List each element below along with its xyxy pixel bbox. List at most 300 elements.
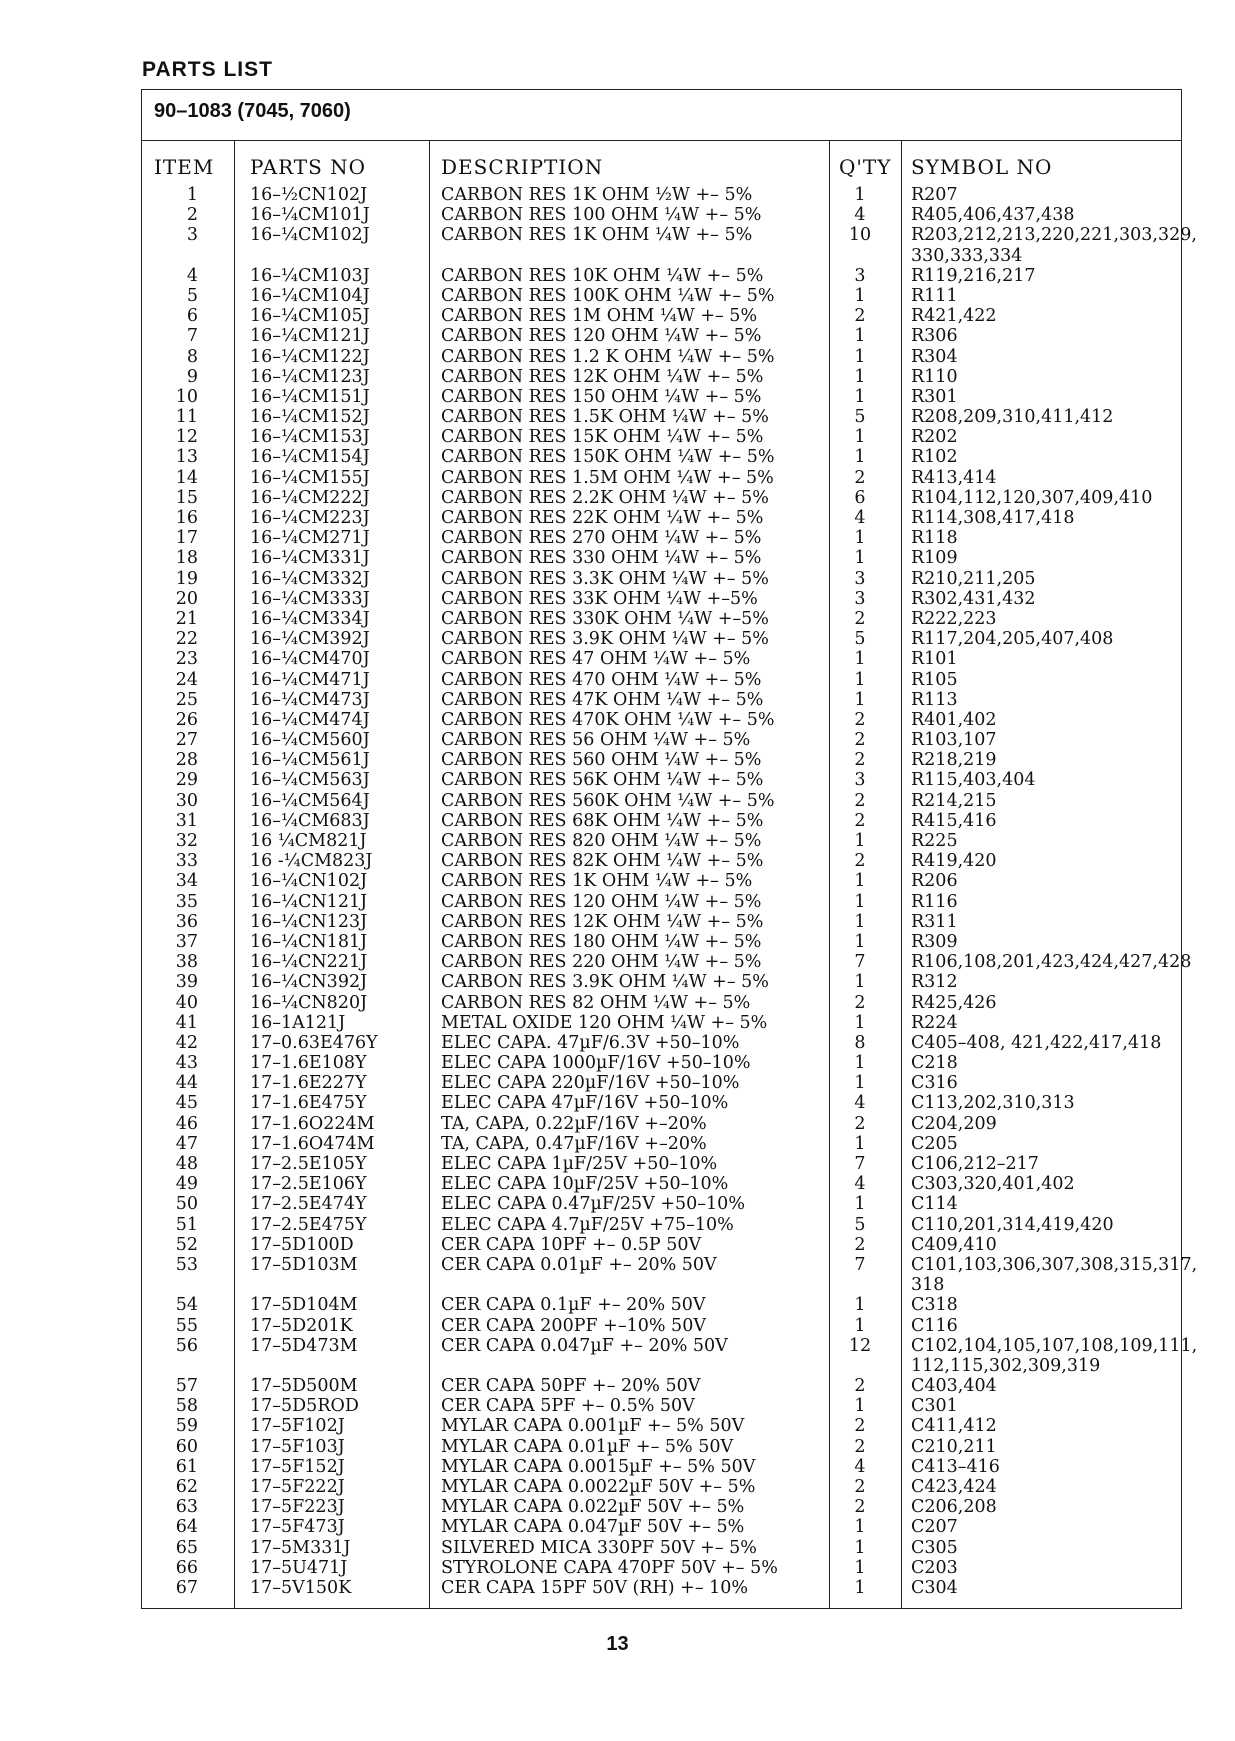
parts-no-cell: 16–¼CM152J bbox=[250, 407, 370, 428]
table-row bbox=[142, 1053, 1181, 1073]
symbol-no-cell: C203 bbox=[911, 1557, 958, 1578]
header-divider bbox=[142, 140, 1181, 141]
parts-no-cell: 16–¼CM564J bbox=[250, 790, 370, 811]
parts-no-cell: 16–¼CM471J bbox=[250, 669, 370, 690]
symbol-no-cell: R210,211,205 bbox=[911, 568, 1036, 589]
parts-no-cell: 17–5F152J bbox=[250, 1456, 345, 1477]
symbol-no-cell: C411,412 bbox=[911, 1416, 997, 1437]
qty-cell: 10 bbox=[848, 225, 872, 246]
table-row bbox=[142, 770, 1181, 790]
description-cell: CARBON RES 100 OHM ¼W +– 5% bbox=[441, 205, 762, 226]
item-cell: 54 bbox=[175, 1295, 198, 1316]
description-cell: CARBON RES 560 OHM ¼W +– 5% bbox=[441, 750, 762, 771]
qty-cell: 2 bbox=[854, 992, 866, 1013]
parts-no-cell: 16–1A121J bbox=[250, 1012, 346, 1033]
item-cell: 52 bbox=[175, 1234, 198, 1255]
symbol-no-cell: R312 bbox=[911, 972, 958, 993]
qty-cell: 5 bbox=[854, 1214, 866, 1235]
parts-no-cell: 17–5V150K bbox=[250, 1577, 352, 1598]
symbol-no-cell: C413–416 bbox=[911, 1456, 1000, 1477]
parts-no-cell: 16–¼CN123J bbox=[250, 911, 368, 932]
symbol-no-cell: R419,420 bbox=[911, 851, 997, 872]
description-cell: CARBON RES 1.5M OHM ¼W +– 5% bbox=[441, 467, 774, 488]
table-row bbox=[142, 1235, 1181, 1255]
symbol-no-cell: R113 bbox=[911, 689, 958, 710]
table-row bbox=[142, 1457, 1181, 1477]
symbol-no-cell: C318 bbox=[911, 1295, 958, 1316]
table-row bbox=[142, 548, 1181, 568]
qty-cell: 1 bbox=[854, 931, 866, 952]
description-cell: CER CAPA 0.1µF +– 20% 50V bbox=[441, 1295, 706, 1316]
table-row bbox=[142, 791, 1181, 811]
symbol-no-cell: C423,424 bbox=[911, 1477, 997, 1498]
description-cell: CARBON RES 120 OHM ¼W +– 5% bbox=[441, 891, 762, 912]
symbol-no-cell: R109 bbox=[911, 548, 958, 569]
qty-cell: 8 bbox=[854, 1032, 866, 1053]
qty-cell: 2 bbox=[854, 1436, 866, 1457]
table-row bbox=[142, 831, 1181, 851]
description-cell: STYROLONE CAPA 470PF 50V +– 5% bbox=[441, 1557, 778, 1578]
description-cell: ELEC CAPA 1000µF/16V +50–10% bbox=[441, 1053, 751, 1074]
parts-no-cell: 16–¼CM222J bbox=[250, 487, 370, 508]
symbol-no-cell: R105 bbox=[911, 669, 958, 690]
table-row bbox=[142, 690, 1181, 710]
item-cell: 21 bbox=[175, 608, 198, 629]
item-cell: 16 bbox=[175, 508, 198, 529]
item-cell: 8 bbox=[186, 346, 198, 367]
description-cell: CARBON RES 2.2K OHM ¼W +– 5% bbox=[441, 487, 769, 508]
qty-cell: 1 bbox=[854, 1557, 866, 1578]
qty-cell: 1 bbox=[854, 649, 866, 670]
symbol-no-cell: C114 bbox=[911, 1194, 958, 1215]
qty-cell: 1 bbox=[854, 1396, 866, 1417]
parts-no-cell: 17–2.5E475Y bbox=[250, 1214, 367, 1235]
qty-cell: 2 bbox=[854, 730, 866, 751]
item-cell: 37 bbox=[175, 931, 198, 952]
page-heading: PARTS LIST bbox=[142, 58, 273, 81]
item-cell: 40 bbox=[175, 992, 198, 1013]
description-cell: CER CAPA 10PF +– 0.5P 50V bbox=[441, 1234, 702, 1255]
table-row bbox=[142, 670, 1181, 690]
table-row bbox=[142, 1295, 1181, 1315]
qty-cell: 2 bbox=[854, 1497, 866, 1518]
qty-cell: 4 bbox=[854, 1093, 866, 1114]
qty-cell: 1 bbox=[854, 346, 866, 367]
table-row bbox=[142, 609, 1181, 629]
symbol-no-cell: C210,211 bbox=[911, 1436, 997, 1457]
table-row bbox=[142, 468, 1181, 488]
symbol-no-cell: C101,103,306,307,308,315,317, bbox=[911, 1254, 1198, 1275]
description-cell: CARBON RES 82K OHM ¼W +– 5% bbox=[441, 851, 764, 872]
item-cell: 9 bbox=[186, 366, 198, 387]
parts-no-cell: 16–¼CN820J bbox=[250, 992, 368, 1013]
table-row bbox=[142, 629, 1181, 649]
symbol-no-cell: R119,216,217 bbox=[911, 265, 1036, 286]
qty-cell: 4 bbox=[854, 1456, 866, 1477]
symbol-no-cell: R110 bbox=[911, 366, 958, 387]
parts-no-cell: 17–2.5E474Y bbox=[250, 1194, 367, 1215]
description-cell: SILVERED MICA 330PF 50V +– 5% bbox=[441, 1537, 757, 1558]
parts-no-cell: 16–¼CM561J bbox=[250, 750, 370, 771]
parts-no-cell: 16–¼CM392J bbox=[250, 629, 370, 650]
item-cell: 35 bbox=[175, 891, 198, 912]
qty-cell: 2 bbox=[854, 790, 866, 811]
item-cell: 39 bbox=[175, 972, 198, 993]
parts-no-cell: 17–1.6O474M bbox=[250, 1133, 375, 1154]
qty-cell: 7 bbox=[854, 952, 866, 973]
symbol-no-cell: R218,219 bbox=[911, 750, 997, 771]
parts-no-cell: 17–0.63E476Y bbox=[250, 1032, 378, 1053]
symbol-no-cell: R111 bbox=[911, 285, 958, 306]
qty-cell: 1 bbox=[854, 911, 866, 932]
symbol-no-cell: R425,426 bbox=[911, 992, 997, 1013]
qty-cell: 3 bbox=[854, 588, 866, 609]
parts-no-cell: 17–5F102J bbox=[250, 1416, 345, 1437]
parts-no-cell: 16–¼CM683J bbox=[250, 810, 370, 831]
description-cell: CER CAPA 5PF +– 0.5% 50V bbox=[441, 1396, 695, 1417]
parts-no-cell: 16–¼CM271J bbox=[250, 528, 370, 549]
description-cell: CARBON RES 820 OHM ¼W +– 5% bbox=[441, 831, 762, 852]
table-row bbox=[142, 1538, 1181, 1558]
table-row bbox=[142, 488, 1181, 508]
parts-no-cell: 16 -¼CM823J bbox=[250, 851, 373, 872]
symbol-no-cell-continued: 112,115,302,309,319 bbox=[911, 1355, 1101, 1376]
qty-cell: 1 bbox=[854, 669, 866, 690]
table-row bbox=[142, 427, 1181, 447]
item-cell: 30 bbox=[175, 790, 198, 811]
item-cell: 1 bbox=[186, 185, 198, 205]
description-cell: CARBON RES 270 OHM ¼W +– 5% bbox=[441, 528, 762, 549]
qty-cell: 4 bbox=[854, 205, 866, 226]
parts-no-cell: 16–¼CN221J bbox=[250, 952, 368, 973]
symbol-no-cell: C116 bbox=[911, 1315, 958, 1336]
item-cell: 60 bbox=[175, 1436, 198, 1457]
qty-cell: 4 bbox=[854, 1174, 866, 1195]
parts-no-cell: 16–¼CN181J bbox=[250, 931, 368, 952]
symbol-no-cell: R106,108,201,423,424,427,428 bbox=[911, 952, 1192, 973]
qty-cell: 2 bbox=[854, 467, 866, 488]
qty-cell: 1 bbox=[854, 689, 866, 710]
symbol-no-cell: R306 bbox=[911, 326, 958, 347]
item-cell: 14 bbox=[175, 467, 198, 488]
qty-cell: 1 bbox=[854, 972, 866, 993]
item-cell: 58 bbox=[175, 1396, 198, 1417]
parts-no-cell: 16 ¼CM821J bbox=[250, 831, 367, 852]
item-cell: 13 bbox=[175, 447, 198, 468]
qty-cell: 1 bbox=[854, 548, 866, 569]
parts-no-cell: 16–¼CM102J bbox=[250, 225, 370, 246]
parts-no-cell: 17–5F223J bbox=[250, 1497, 345, 1518]
qty-cell: 1 bbox=[854, 831, 866, 852]
description-cell: CARBON RES 56 OHM ¼W +– 5% bbox=[441, 730, 751, 751]
parts-no-cell: 16–¼CM101J bbox=[250, 205, 370, 226]
symbol-no-cell: R405,406,437,438 bbox=[911, 205, 1075, 226]
table-row bbox=[142, 1194, 1181, 1214]
item-cell: 67 bbox=[175, 1577, 198, 1598]
description-cell: ELEC CAPA 10µF/25V +50–10% bbox=[441, 1174, 729, 1195]
item-cell: 59 bbox=[175, 1416, 198, 1437]
parts-no-cell: 17–1.6E108Y bbox=[250, 1053, 367, 1074]
description-cell: CARBON RES 180 OHM ¼W +– 5% bbox=[441, 931, 762, 952]
symbol-no-cell: C405–408, 421,422,417,418 bbox=[911, 1032, 1162, 1053]
symbol-no-cell-continued: 330,333,334 bbox=[911, 245, 1023, 266]
table-row bbox=[142, 508, 1181, 528]
qty-cell: 1 bbox=[854, 1537, 866, 1558]
qty-cell: 7 bbox=[854, 1154, 866, 1175]
symbol-no-cell: R207 bbox=[911, 185, 958, 205]
qty-cell: 1 bbox=[854, 1577, 866, 1598]
item-cell: 56 bbox=[175, 1335, 198, 1356]
qty-cell: 1 bbox=[854, 871, 866, 892]
description-cell: MYLAR CAPA 0.0015µF +– 5% 50V bbox=[441, 1456, 756, 1477]
table-row bbox=[142, 347, 1181, 367]
table-row bbox=[142, 1114, 1181, 1134]
description-cell: MYLAR CAPA 0.001µF +– 5% 50V bbox=[441, 1416, 745, 1437]
parts-no-cell: 17–5D473M bbox=[250, 1335, 358, 1356]
symbol-no-cell: C301 bbox=[911, 1396, 958, 1417]
parts-no-cell: 16–¼CM331J bbox=[250, 548, 370, 569]
item-cell: 32 bbox=[175, 831, 198, 852]
parts-no-cell: 17–5U471J bbox=[250, 1557, 348, 1578]
item-cell: 20 bbox=[175, 588, 198, 609]
table-row bbox=[142, 1437, 1181, 1457]
qty-cell: 2 bbox=[854, 608, 866, 629]
item-cell: 33 bbox=[175, 851, 198, 872]
item-cell: 44 bbox=[175, 1073, 198, 1094]
qty-cell: 2 bbox=[854, 1477, 866, 1498]
item-cell: 3 bbox=[186, 225, 198, 246]
symbol-no-cell: R311 bbox=[911, 911, 958, 932]
parts-no-cell: 17–2.5E105Y bbox=[250, 1154, 367, 1175]
symbol-no-cell: R206 bbox=[911, 871, 958, 892]
item-cell: 26 bbox=[175, 709, 198, 730]
item-cell: 36 bbox=[175, 911, 198, 932]
parts-no-cell: 16–¼CM333J bbox=[250, 588, 370, 609]
item-cell: 55 bbox=[175, 1315, 198, 1336]
item-cell: 25 bbox=[175, 689, 198, 710]
item-cell: 51 bbox=[175, 1214, 198, 1235]
parts-no-cell: 17–5D500M bbox=[250, 1376, 358, 1397]
column-header-parts-no: PARTS NO bbox=[250, 155, 367, 179]
parts-no-cell: 17–2.5E106Y bbox=[250, 1174, 367, 1195]
parts-no-cell: 16–¼CN102J bbox=[250, 871, 368, 892]
description-cell: ELEC CAPA. 47µF/6.3V +50–10% bbox=[441, 1032, 740, 1053]
qty-cell: 1 bbox=[854, 1315, 866, 1336]
symbol-no-cell: R104,112,120,307,409,410 bbox=[911, 487, 1153, 508]
description-cell: ELEC CAPA 4.7µF/25V +75–10% bbox=[441, 1214, 734, 1235]
table-row bbox=[142, 569, 1181, 589]
table-row bbox=[142, 447, 1181, 467]
item-cell: 49 bbox=[175, 1174, 198, 1195]
symbol-no-cell: R102 bbox=[911, 447, 958, 468]
item-cell: 2 bbox=[186, 205, 198, 226]
item-cell: 62 bbox=[175, 1477, 198, 1498]
column-header-symbol-no: SYMBOL NO bbox=[911, 155, 1053, 179]
table-row bbox=[142, 932, 1181, 952]
item-cell: 48 bbox=[175, 1154, 198, 1175]
qty-cell: 1 bbox=[854, 285, 866, 306]
page-number: 13 bbox=[606, 1633, 629, 1655]
table-row bbox=[142, 710, 1181, 730]
parts-no-cell: 17–5D5ROD bbox=[250, 1396, 359, 1417]
parts-no-cell: 16–¼CM560J bbox=[250, 730, 370, 751]
column-header-description: DESCRIPTION bbox=[441, 155, 604, 179]
table-row bbox=[142, 1093, 1181, 1113]
qty-cell: 2 bbox=[854, 1376, 866, 1397]
item-cell: 64 bbox=[175, 1517, 198, 1538]
item-cell: 5 bbox=[186, 285, 198, 306]
symbol-no-cell: R225 bbox=[911, 831, 958, 852]
parts-no-cell: 16–¼CM151J bbox=[250, 386, 370, 407]
qty-cell: 1 bbox=[854, 1133, 866, 1154]
description-cell: CARBON RES 1K OHM ¼W +– 5% bbox=[441, 225, 753, 246]
table-row bbox=[142, 266, 1181, 286]
description-cell: MYLAR CAPA 0.047µF 50V +– 5% bbox=[441, 1517, 745, 1538]
description-cell: ELEC CAPA 1µF/25V +50–10% bbox=[441, 1154, 718, 1175]
item-cell: 50 bbox=[175, 1194, 198, 1215]
table-row bbox=[142, 1416, 1181, 1436]
symbol-no-cell: C207 bbox=[911, 1517, 958, 1538]
description-cell: CER CAPA 15PF 50V (RH) +– 10% bbox=[441, 1577, 749, 1598]
description-cell: CARBON RES 560K OHM ¼W +– 5% bbox=[441, 790, 775, 811]
item-cell: 41 bbox=[175, 1012, 198, 1033]
parts-no-cell: 17–5D201K bbox=[250, 1315, 353, 1336]
table-row bbox=[142, 1254, 1198, 1296]
table-row bbox=[142, 387, 1181, 407]
description-cell: CER CAPA 0.047µF +– 20% 50V bbox=[441, 1335, 728, 1356]
table-row bbox=[142, 185, 1181, 205]
item-cell: 24 bbox=[175, 669, 198, 690]
description-cell: CARBON RES 1.5K OHM ¼W +– 5% bbox=[441, 407, 769, 428]
symbol-no-cell: C205 bbox=[911, 1133, 958, 1154]
table-row bbox=[142, 1477, 1181, 1497]
qty-cell: 2 bbox=[854, 851, 866, 872]
qty-cell: 3 bbox=[854, 770, 866, 791]
item-cell: 29 bbox=[175, 770, 198, 791]
table-row bbox=[142, 1558, 1181, 1578]
description-cell: CARBON RES 120 OHM ¼W +– 5% bbox=[441, 326, 762, 347]
item-cell: 65 bbox=[175, 1537, 198, 1558]
qty-cell: 5 bbox=[854, 629, 866, 650]
symbol-no-cell: C305 bbox=[911, 1537, 958, 1558]
description-cell: CARBON RES 3.3K OHM ¼W +– 5% bbox=[441, 568, 769, 589]
symbol-no-cell: R301 bbox=[911, 386, 958, 407]
table-row bbox=[142, 851, 1181, 871]
parts-table bbox=[141, 89, 1198, 1609]
table-row bbox=[142, 912, 1181, 932]
parts-no-cell: 17–5D104M bbox=[250, 1295, 358, 1316]
symbol-no-cell: R214,215 bbox=[911, 790, 997, 811]
description-cell: ELEC CAPA 0.47µF/25V +50–10% bbox=[441, 1194, 745, 1215]
column-header-item: ITEM bbox=[154, 155, 215, 179]
qty-cell: 12 bbox=[848, 1335, 872, 1356]
description-cell: CARBON RES 150K OHM ¼W +– 5% bbox=[441, 447, 775, 468]
symbol-no-cell: C303,320,401,402 bbox=[911, 1174, 1075, 1195]
parts-no-cell: 16–¼CM153J bbox=[250, 427, 370, 448]
description-cell: CARBON RES 3.9K OHM ¼W +– 5% bbox=[441, 972, 769, 993]
table-row bbox=[142, 750, 1181, 770]
symbol-no-cell: R202 bbox=[911, 427, 958, 448]
parts-no-cell: 17–5F103J bbox=[250, 1436, 345, 1457]
symbol-no-cell: R203,212,213,220,221,303,329, bbox=[911, 225, 1197, 246]
description-cell: CARBON RES 330K OHM ¼W +–5% bbox=[441, 608, 769, 629]
description-cell: CARBON RES 47 OHM ¼W +– 5% bbox=[441, 649, 751, 670]
parts-no-cell: 16–¼CM155J bbox=[250, 467, 370, 488]
symbol-no-cell: C304 bbox=[911, 1577, 958, 1598]
description-cell: MYLAR CAPA 0.01µF +– 5% 50V bbox=[441, 1436, 734, 1457]
description-cell: CARBON RES 1M OHM ¼W +– 5% bbox=[441, 306, 758, 327]
item-cell: 12 bbox=[175, 427, 198, 448]
item-cell: 18 bbox=[175, 548, 198, 569]
qty-cell: 1 bbox=[854, 366, 866, 387]
table-row bbox=[142, 407, 1181, 427]
item-cell: 11 bbox=[175, 407, 198, 428]
qty-cell: 1 bbox=[854, 891, 866, 912]
qty-cell: 2 bbox=[854, 709, 866, 730]
item-cell: 43 bbox=[175, 1053, 198, 1074]
qty-cell: 1 bbox=[854, 1073, 866, 1094]
parts-no-cell: 16–¼CM105J bbox=[250, 306, 370, 327]
symbol-no-cell: C102,104,105,107,108,109,111, bbox=[911, 1335, 1198, 1356]
description-cell: CARBON RES 3.9K OHM ¼W +– 5% bbox=[441, 629, 769, 650]
description-cell: CER CAPA 50PF +– 20% 50V bbox=[441, 1376, 701, 1397]
symbol-no-cell: R304 bbox=[911, 346, 958, 367]
table-row bbox=[142, 730, 1181, 750]
symbol-no-cell: C110,201,314,419,420 bbox=[911, 1214, 1114, 1235]
symbol-no-cell: R114,308,417,418 bbox=[911, 508, 1075, 529]
parts-no-cell: 16–¼CM122J bbox=[250, 346, 370, 367]
symbol-no-cell: R224 bbox=[911, 1012, 958, 1033]
symbol-no-cell: C206,208 bbox=[911, 1497, 997, 1518]
qty-cell: 5 bbox=[854, 407, 866, 428]
description-cell: TA, CAPA, 0.47µF/16V +–20% bbox=[441, 1133, 707, 1154]
qty-cell: 1 bbox=[854, 1295, 866, 1316]
qty-cell: 1 bbox=[854, 1194, 866, 1215]
parts-no-cell: 16–¼CN121J bbox=[250, 891, 368, 912]
parts-no-cell: 17–5F473J bbox=[250, 1517, 345, 1538]
parts-no-cell: 17–5F222J bbox=[250, 1477, 345, 1498]
table-row bbox=[142, 367, 1181, 387]
item-cell: 27 bbox=[175, 730, 198, 751]
description-cell: CARBON RES 12K OHM ¼W +– 5% bbox=[441, 366, 764, 387]
qty-cell: 1 bbox=[854, 1012, 866, 1033]
symbol-no-cell: R309 bbox=[911, 931, 958, 952]
qty-cell: 7 bbox=[854, 1254, 866, 1275]
item-cell: 66 bbox=[175, 1557, 198, 1578]
parts-no-cell: 16–¼CM473J bbox=[250, 689, 370, 710]
symbol-no-cell: R222,223 bbox=[911, 608, 997, 629]
symbol-no-cell: R103,107 bbox=[911, 730, 997, 751]
table-row bbox=[142, 1578, 1181, 1598]
table-row bbox=[142, 993, 1181, 1013]
item-cell: 7 bbox=[186, 326, 198, 347]
table-row bbox=[142, 1376, 1181, 1396]
description-cell: CARBON RES 470 OHM ¼W +– 5% bbox=[441, 669, 762, 690]
item-cell: 23 bbox=[175, 649, 198, 670]
item-cell: 31 bbox=[175, 810, 198, 831]
item-cell: 47 bbox=[175, 1133, 198, 1154]
symbol-no-cell: R302,431,432 bbox=[911, 588, 1036, 609]
description-cell: CARBON RES 150 OHM ¼W +– 5% bbox=[441, 386, 762, 407]
description-cell: CER CAPA 0.01µF +– 20% 50V bbox=[441, 1254, 717, 1275]
description-cell: CARBON RES 82 OHM ¼W +– 5% bbox=[441, 992, 751, 1013]
parts-no-cell: 16–¼CM123J bbox=[250, 366, 370, 387]
symbol-no-cell: C218 bbox=[911, 1053, 958, 1074]
qty-cell: 2 bbox=[854, 306, 866, 327]
parts-no-cell: 16–¼CM470J bbox=[250, 649, 370, 670]
column-header-qty: Q'TY bbox=[839, 155, 892, 179]
table-row bbox=[142, 1497, 1181, 1517]
